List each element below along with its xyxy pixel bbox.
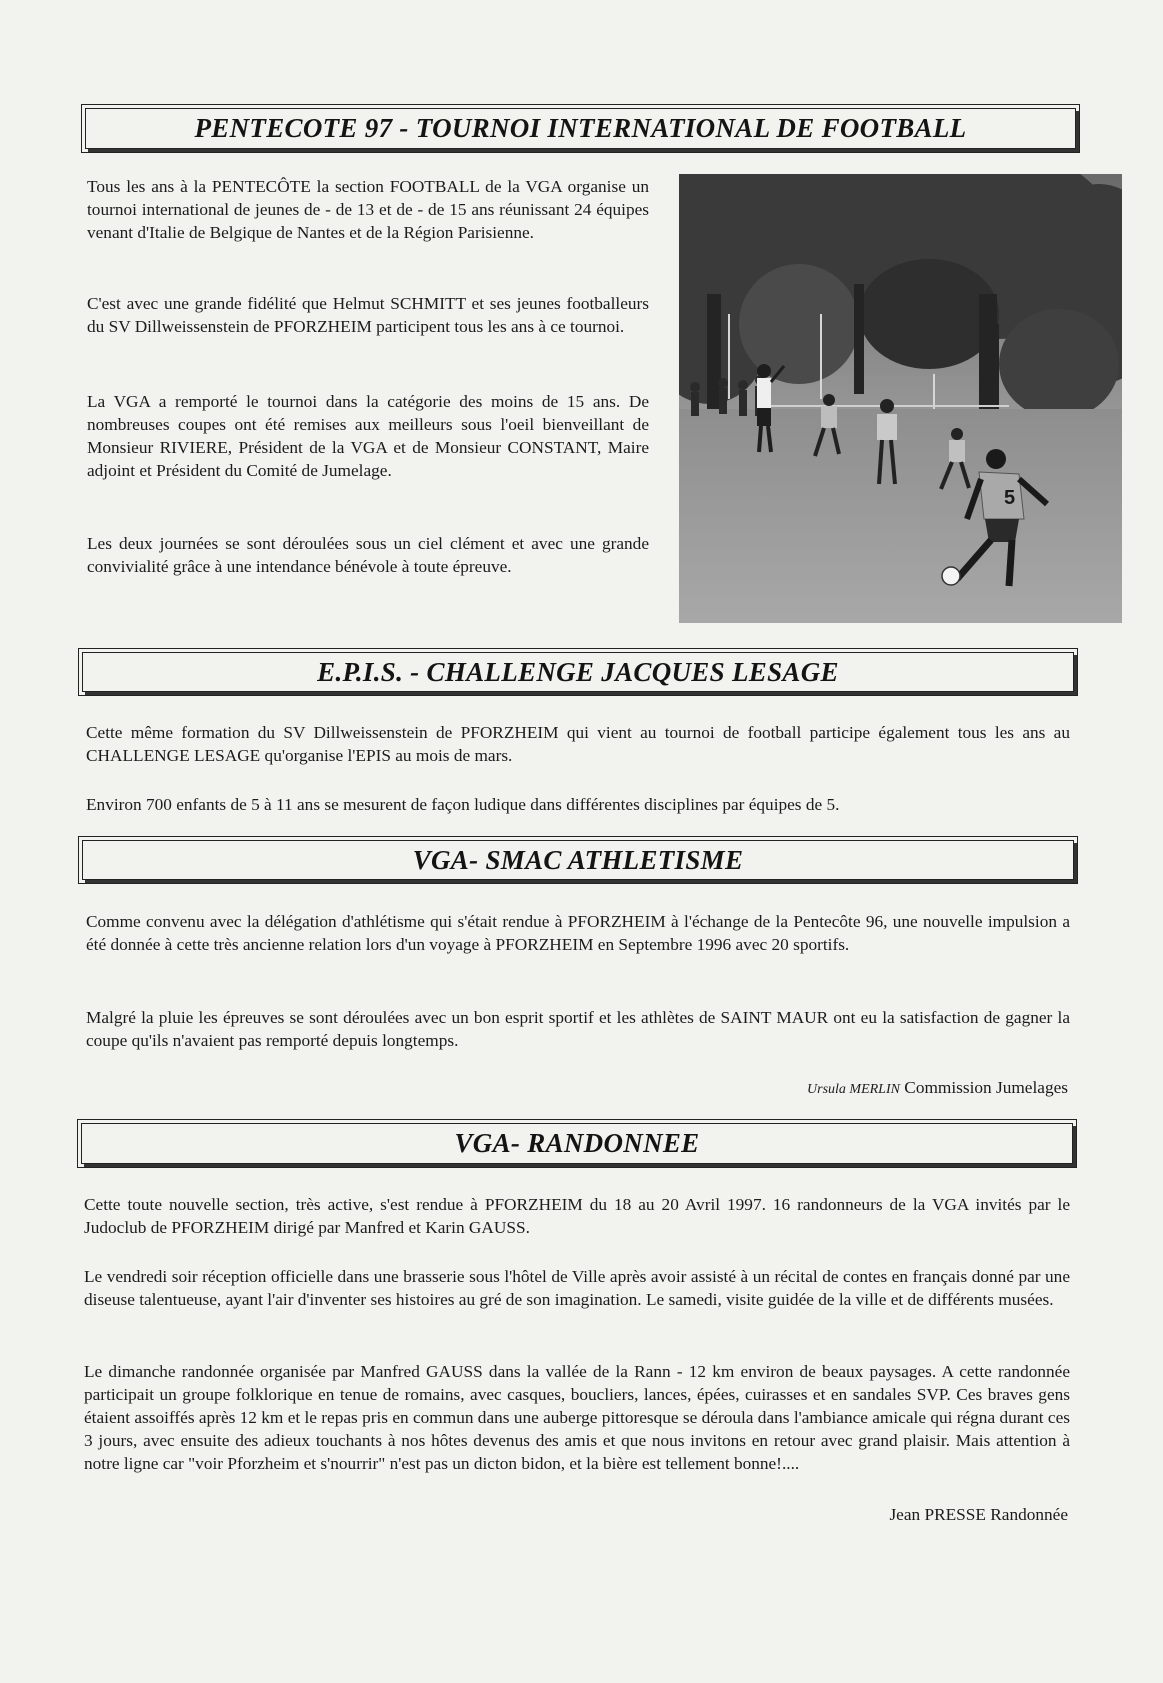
- athletisme-signature: [600, 1078, 1068, 1098]
- epis-section-banner: [78, 648, 1078, 696]
- randonnee-section-banner: [77, 1119, 1077, 1168]
- football-paragraph-2: C'est avec une grande fidélité que Helmut SCHMITT et ses jeunes footballeurs du SV Dillweissenstein de PFORZHEIM participent tous les ans à ce tournoi.: [87, 294, 649, 336]
- signature-name: Ursula MERLIN: [807, 1082, 900, 1097]
- randonnee-paragraph-2: Le vendredi soir réception officielle dans une brasserie sous l'hôtel de Ville après avoir assisté à un récital de contes en français donné par une diseuse talentueuse, ayant l'air d'inventer ses histoires au gré de son imagination. Le samedi, visite guidée de la ville et de différents musées.: [84, 1267, 1070, 1309]
- randonnee-paragraph-1: Cette toute nouvelle section, très active, s'est rendue à PFORZHEIM du 18 au 20 Avril 1997. 16 randonneurs de la VGA invités par le Judoclub de PFORZHEIM dirigé par Manfred et Karin GAUSS.: [84, 1195, 1070, 1237]
- epis-paragraph-1: Cette même formation du SV Dillweissenstein de PFORZHEIM qui vient au tournoi de football participe également tous les ans au CHALLENGE LESAGE qu'organise l'EPIS au mois de mars.: [86, 723, 1070, 765]
- epis-section-title: E.P.I.S. - CHALLENGE JACQUES LESAGE: [82, 652, 1074, 692]
- jersey-number: 5: [1004, 487, 1016, 509]
- football-match-photo: [679, 174, 1122, 623]
- randonnee-signature: Jean PRESSE Randonnée: [889, 1505, 1068, 1524]
- football-paragraph-4: Les deux journées se sont déroulées sous un ciel clément et avec une grande convivialité grâce à une intendance bénévole à toute épreuve.: [87, 534, 649, 576]
- athletisme-paragraph-1: Comme convenu avec la délégation d'athlétisme qui s'était rendue à PFORZHEIM à l'échange de la Pentecôte 96, une nouvelle impulsion a été donnée à cette très ancienne relation lors d'un voyage à PFORZHEIM en Septembre 1996 avec 20 sportifs.: [86, 912, 1070, 954]
- randonnee-section-title: VGA- RANDONNEE: [81, 1123, 1073, 1164]
- athletisme-section-title: VGA- SMAC ATHLETISME: [82, 840, 1074, 880]
- football-section-title: PENTECOTE 97 - TOURNOI INTERNATIONAL DE FOOTBALL: [85, 108, 1076, 149]
- randonnee-paragraph-3: Le dimanche randonnée organisée par Manfred GAUSS dans la vallée de la Rann - 12 km environ de beaux paysages. A cette randonnée participait un groupe folklorique en tenue de romains, avec casques, boucliers, lances, épées, cuirasses et en sandales SVP. Ces braves gens étaient assoiffés après 12 km et le repas pris en commun dans une auberge pittoresque se déroula dans l'ambiance amicale qui régna durant ces 3 jours, avec ensuite des adieux touchants à nos hôtes devenus des amis et que nous invitons en retour avec grand plaisir. Mais attention à notre ligne car "voir Pforzheim et s'nourrir" n'est pas un dicton bidon, et la bière est tellement bonne!....: [84, 1362, 1070, 1473]
- signature-role: Commission Jumelages: [904, 1078, 1068, 1097]
- athletisme-paragraph-2: Malgré la pluie les épreuves se sont déroulées avec un bon esprit sportif et les athlètes de SAINT MAUR ont eu la satisfaction de gagner la coupe qu'ils n'avaient pas remporté depuis longtemps.: [86, 1008, 1070, 1050]
- football-paragraph-1: Tous les ans à la PENTECÔTE la section FOOTBALL de la VGA organise un tournoi international de jeunes de - de 13 et de - de 15 ans réunissant 24 équipes venant d'Italie de Belgique de Nantes et de la Région Parisienne.: [87, 177, 649, 242]
- football-paragraph-3: La VGA a remporté le tournoi dans la catégorie des moins de 15 ans. De nombreuses coupes ont été remises aux meilleurs sous l'oeil bienveillant de Monsieur RIVIERE, Président de la VGA et de Monsieur CONSTANT, Maire adjoint et Président du Comité de Jumelage.: [87, 392, 649, 480]
- athletisme-section-banner: [78, 836, 1078, 884]
- football-ball: [942, 567, 960, 585]
- epis-paragraph-2: Environ 700 enfants de 5 à 11 ans se mesurent de façon ludique dans différentes disciplines par équipes de 5.: [86, 795, 840, 814]
- football-section-banner: [81, 104, 1080, 153]
